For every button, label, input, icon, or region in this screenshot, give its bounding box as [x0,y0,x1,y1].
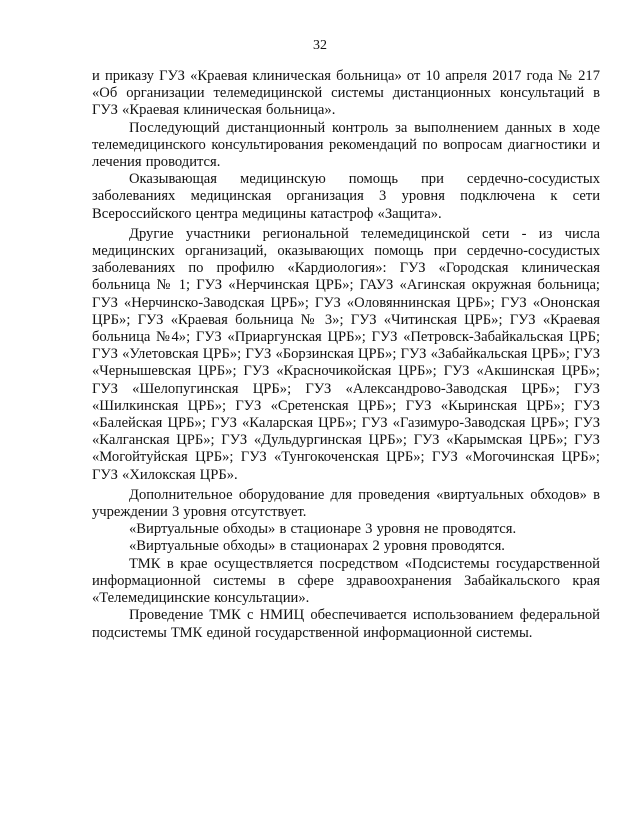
page-number: 32 [313,38,327,53]
paragraph-network-participants: Другие участники региональной телемедицинской сети - из числа медицинских организаций, оказывающих помощь при сердечно-сосудистых заболеваниях по профилю «Кардиология»: ГУЗ «Городская клиническая больница № 1; ГУЗ «Нерчинская ЦРБ»; ГАУЗ «Агинская окружная больница; ГУЗ «Нерчинско-Заводская ЦРБ»; ГУЗ «Оловяннинская ЦРБ»; ГУЗ «Ононская ЦРБ»; ГУЗ «Краевая больница № 3»; ГУЗ «Читинская ЦРБ»; ГУЗ «Краевая больница №4»; ГУЗ «Приаргунская ЦРБ»; ГУЗ «Петровск-Забайкальская ЦРБ; ГУЗ «Улетовская ЦРБ»; ГУЗ «Борзинская ЦРБ»; ГУЗ «Забайкальская ЦРБ»; ГУЗ «Чернышевская ЦРБ»; ГУЗ «Красночикойская ЦРБ»; ГУЗ «Акшинская ЦРБ»; ГУЗ «Шелопугинская ЦРБ»; ГУЗ «Александрово-Заводская ЦРБ»; ГУЗ «Шилкинская ЦРБ»; ГУЗ «Сретенская ЦРБ»; ГУЗ «Кыринская ЦРБ»; ГУЗ «Балейская ЦРБ»; ГУЗ «Каларская ЦРБ»; ГУЗ «Газимуро-Заводская ЦРБ»; ГУЗ «Калганская ЦРБ»; ГУЗ «Дульдургинская ЦРБ»; ГУЗ «Карымская ЦРБ»; ГУЗ «Могойтуйская ЦРБ»; ГУЗ «Тунгокоченская ЦРБ»; ГУЗ «Могочинская ЦРБ»; ГУЗ «Хилокская ЦРБ». [92,225,600,483]
paragraph-virtual-rounds-level3: «Виртуальные обходы» в стационаре 3 уровня не проводятся. [129,521,517,538]
paragraph-virtual-rounds-equipment: Дополнительное оборудование для проведения «виртуальных обходов» в учреждении 3 уровня отсутствует. [92,486,600,521]
paragraph-virtual-rounds-level2: «Виртуальные обходы» в стационарах 2 уровня проводятся. [129,538,505,555]
document-body [92,68,600,642]
paragraph-order-reference: и приказу ГУЗ «Краевая клиническая больница» от 10 апреля 2017 года № 217 «Об организации телемедицинской системы дистанционных консультаций в ГУЗ «Краевая клиническая больница». [92,68,600,119]
paragraph-tmk-subsystem: ТМК в крае осуществляется посредством «Подсистемы государственной информационной системы в сфере здравоохранения Забайкальского края «Телемедицинские консультации». [92,555,600,607]
paragraph-level3-connection: Оказывающая медицинскую помощь при сердечно-сосудистых заболеваниях медицинская организация 3 уровня подключена к сети Всероссийского центра медицины катастроф «Защита». [92,171,600,222]
paragraph-tmk-nmic: Проведение ТМК с НМИЦ обеспечивается использованием федеральной подсистемы ТМК единой государственной информационной системы. [92,607,600,641]
paragraph-remote-control: Последующий дистанционный контроль за выполнением данных в ходе телемедицинского консультирования рекомендаций по вопросам диагностики и лечения проводится. [92,119,600,171]
